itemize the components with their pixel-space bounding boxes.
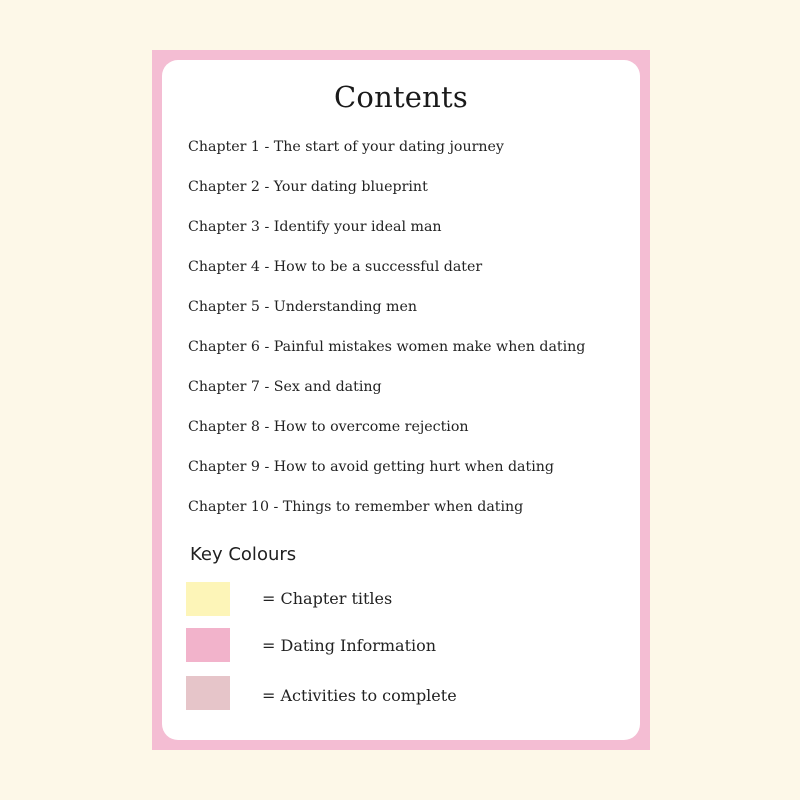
page-frame	[152, 50, 650, 750]
key-label-dating-information: = Dating Information	[262, 636, 437, 655]
swatch-activities	[186, 676, 230, 710]
swatch-chapter-titles	[186, 582, 230, 616]
swatch-dating-information	[186, 628, 230, 662]
chapter-list	[188, 136, 585, 536]
chapter-item-9: Chapter 9 - How to avoid getting hurt when dating	[188, 459, 554, 475]
chapter-item-5: Chapter 5 - Understanding men	[188, 299, 418, 315]
contents-card	[162, 60, 640, 740]
chapter-item-8: Chapter 8 - How to overcome rejection	[188, 419, 469, 435]
contents-title: Contents	[334, 80, 468, 114]
key-label-activities: = Activities to complete	[262, 686, 457, 705]
chapter-item-10: Chapter 10 - Things to remember when dating	[188, 499, 524, 515]
chapter-item-4: Chapter 4 - How to be a successful dater	[188, 259, 483, 275]
key-colours-title: Key Colours	[190, 544, 297, 565]
chapter-item-1: Chapter 1 - The start of your dating journey	[188, 139, 504, 155]
key-label-chapter-titles: = Chapter titles	[262, 589, 393, 608]
chapter-item-3: Chapter 3 - Identify your ideal man	[188, 219, 442, 235]
chapter-item-2: Chapter 2 - Your dating blueprint	[188, 179, 428, 195]
chapter-item-6: Chapter 6 - Painful mistakes women make when dating	[188, 339, 586, 355]
chapter-item-7: Chapter 7 - Sex and dating	[188, 379, 382, 395]
